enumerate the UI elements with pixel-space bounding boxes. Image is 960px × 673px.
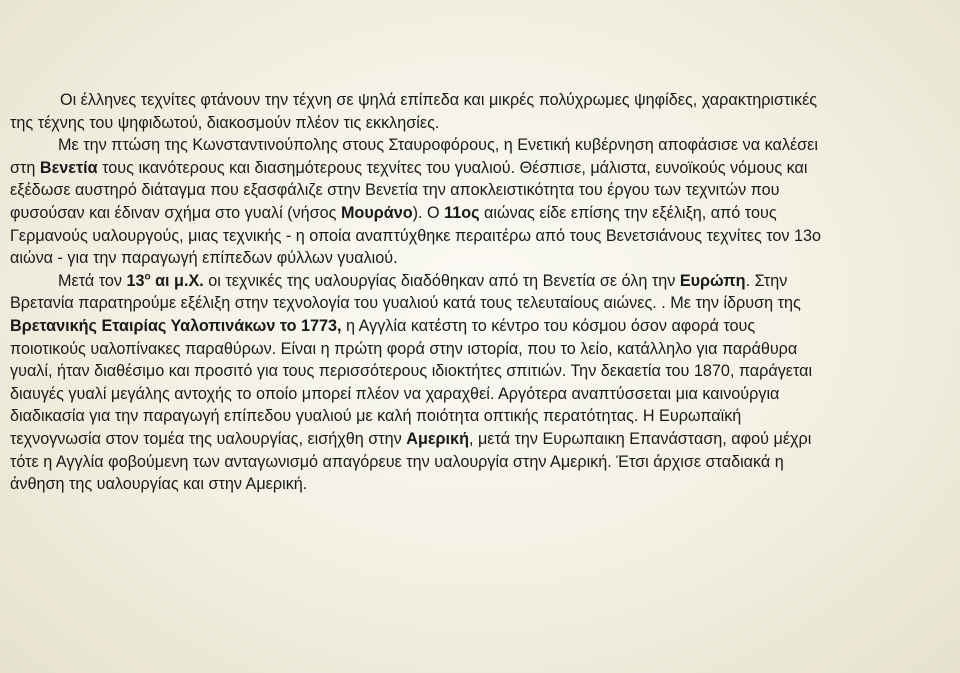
text-run: ποιοτικούς υαλοπίνακες παραθύρων. Είναι η πρώτη φορά στην ιστορία, που το λείο, κατάλληλο για παράθυρα: [10, 339, 798, 358]
text-run: οι τεχνικές της υαλουργίας διαδόθηκαν από τη Βενετία σε όλη την: [203, 271, 680, 290]
text-run: Γερμανούς υαλουργούς, μιας τεχνικής - η οποία αναπτύχθηκε περαιτέρω από τους Βενετσιάνους τεχνίτες τον 13ο: [10, 226, 822, 245]
text-run: στη: [10, 158, 40, 177]
text-line: [10, 179, 940, 202]
text-run: η Αγγλία κατέστη το κέντρο του κόσμου όσον αφορά τους: [341, 316, 756, 335]
text-run: της τέχνης του ψηφιδωτού, διακοσμούν πλέον τις εκκλησίες.: [10, 113, 440, 132]
bold-text: αι μ.Χ.: [150, 271, 204, 290]
text-line: [10, 338, 940, 361]
bold-text: Αμερική: [406, 429, 469, 448]
text-line: [10, 270, 940, 293]
text-run: άνθηση της υαλουργίας και στην Αμερική.: [10, 475, 308, 494]
text-line: [10, 383, 940, 406]
bold-text: Μουράνο: [340, 203, 413, 222]
text-run: Μετά τον: [58, 271, 127, 290]
text-line: [10, 292, 940, 315]
superscript-text: ο: [144, 271, 151, 283]
text-run: τους ικανότερους και διασημότερους τεχνίτες του γυαλιού. Θέσπισε, μάλιστα, ευνοϊκούς νόμους και: [97, 158, 808, 177]
bold-text: Βρετανικής Εταιρίας Υαλοπινάκων το 1773,: [10, 316, 342, 335]
text-run: εξέδωσε αυστηρό διάταγμα που εξασφάλιζε στην Βενετία την αποκλειστικότητα του έργου των τεχνιτών που: [10, 181, 780, 200]
text-line: [10, 247, 940, 270]
body-text: [10, 89, 940, 496]
text-run: τεχνογνωσία στον τομέα της υαλουργίας, εισήχθη στην: [10, 429, 407, 448]
text-run: διαδικασία για την παραγωγή επίπεδου γυαλιού με καλή ποιότητα οπτικής περατότητας. Η Ευρωπαϊκή: [10, 407, 742, 426]
text-run: . Στην: [745, 271, 788, 290]
text-line: [10, 89, 940, 112]
text-line: [10, 112, 940, 135]
text-run: αιώνας είδε επίσης την εξέλιξη, από τους: [479, 203, 777, 222]
text-line: [10, 473, 940, 496]
text-run: , μετά την Ευρωπαικη Επανάσταση, αφού μέχρι: [468, 429, 812, 448]
bold-text: 11ος: [444, 203, 480, 222]
text-run: φυσούσαν και έδιναν σχήμα στο γυαλί (νήσος: [10, 203, 341, 222]
text-run: γυαλί, ήταν διαθέσιμο και προσιτό για τους περισσότερους ιδιοκτήτες σπιτιών. Την δεκαετία του 1870, παράγεται: [10, 362, 813, 381]
text-run: διαυγές γυαλί μεγάλης αντοχής το οποίο μπορεί πλέον να χαραχθεί. Αργότερα αναπτύσσεται μια καινούργια: [10, 384, 780, 403]
text-run: Με την πτώση της Κωνσταντινούπολης στους Σταυροφόρους, η Ενετική κυβέρνηση αποφάσισε να καλέσει: [58, 136, 818, 155]
text-line: [10, 202, 940, 225]
text-line: [10, 405, 940, 428]
text-line: [10, 360, 940, 383]
bold-text: 13: [126, 271, 145, 290]
text-run: αιώνα - για την παραγωγή επίπεδων φύλλων γυαλιού.: [10, 249, 398, 268]
text-run: ). Ο: [412, 203, 445, 222]
text-line: [10, 134, 940, 157]
text-run: τότε η Αγγλία φοβούμενη των ανταγωνισμό απαγόρευε την υαλουργία στην Αμερική. Έτσι άρχισε σταδιακά η: [10, 452, 784, 471]
bold-text: Βενετία: [39, 158, 98, 177]
text-line: [10, 315, 940, 338]
text-run: Βρετανία παρατηρούμε εξέλιξη στην τεχνολογία του γυαλιού κατά τους τελευταίους αιώνες. . Με την ίδρυση της: [10, 294, 801, 313]
text-line: [10, 428, 940, 451]
text-line: [10, 225, 940, 248]
text-run: Οι έλληνες τεχνίτες φτάνουν την τέχνη σε ψηλά επίπεδα και μικρές πολύχρωμες ψηφίδες, χαρακτηριστικές: [60, 91, 818, 109]
bold-text: Ευρώπη: [679, 271, 746, 290]
text-line: [10, 451, 940, 474]
text-line: [10, 157, 940, 180]
